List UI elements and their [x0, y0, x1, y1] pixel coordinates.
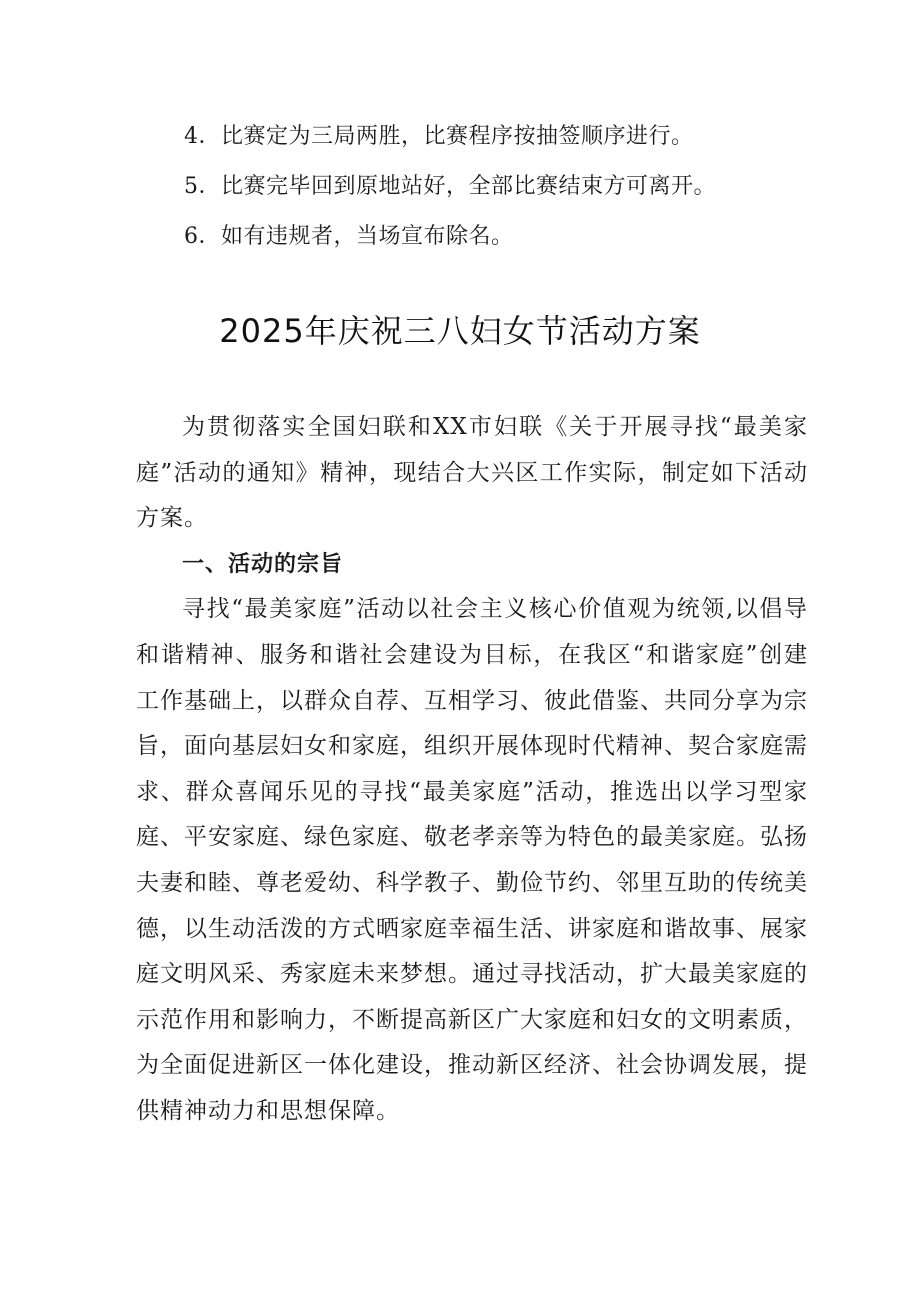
document-body [136, 405, 808, 1135]
document-title: 2025年庆祝三八妇女节活动方案 [219, 312, 701, 350]
rules-list [184, 112, 824, 262]
section-heading: 一、活动的宗旨 [182, 551, 344, 577]
intro-paragraph: 为贯彻落实全国妇联和XX市妇联《关于开展寻找“最美家庭”活动的通知》精神，现结合大兴区工作实际，制定如下活动方案。 [136, 414, 808, 532]
list-item-4: 4．比赛定为三局两胜，比赛程序按抽签顺序进行。 [184, 124, 694, 149]
section-paragraph: 寻找“最美家庭”活动以社会主义核心价值观为统领,以倡导和谐精神、服务和谐社会建设为目标，在我区“和谐家庭”创建工作基础上，以群众自荐、互相学习、彼此借鉴、共同分享为宗旨，面向基层妇女和家庭，组织开展体现时代精神、契合家庭需求、群众喜闻乐见的寻找“最美家庭”活动，推选出以学习型家庭、平安家庭、绿色家庭、敬老孝亲等为特色的最美家庭。弘扬夫妻和睦、尊老爱幼、科学教子、勤俭节约、邻里互助的传统美德，以生动活泼的方式晒家庭幸福生活、讲家庭和谐故事、展家庭文明风采、秀家庭未来梦想。通过寻找活动，扩大最美家庭的示范作用和影响力，不断提高新区广大家庭和妇女的文明素质，为全面促进新区一体化建设，推动新区经济、社会协调发展，提供精神动力和思想保障。 [136, 596, 808, 1124]
list-item-5: 5．比赛完毕回到原地站好，全部比赛结束方可离开。 [184, 174, 716, 199]
list-item-6: 6．如有违规者，当场宣布除名。 [184, 224, 514, 249]
